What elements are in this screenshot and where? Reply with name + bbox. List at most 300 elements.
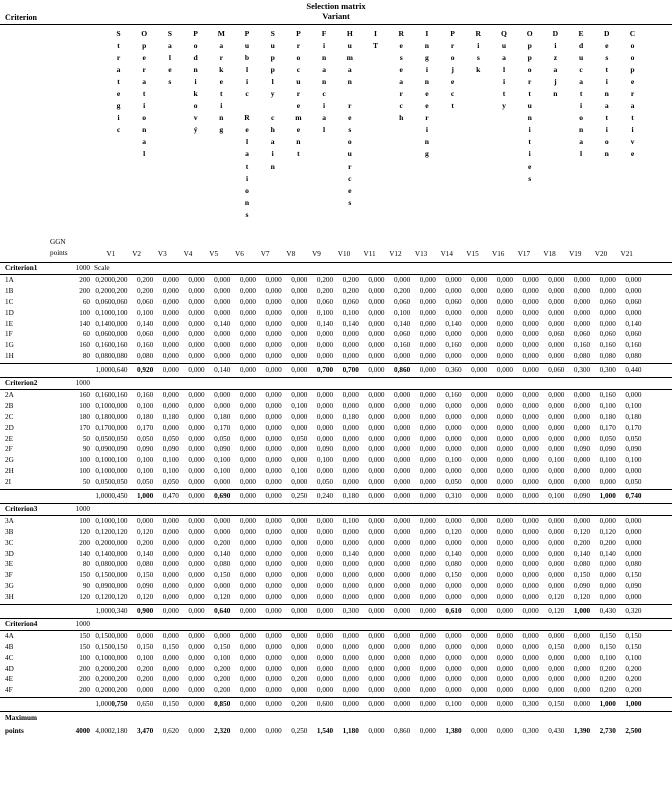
cell-value: 0,050 bbox=[291, 434, 308, 443]
total-value: 0,000 bbox=[394, 700, 411, 709]
row-code: 2E bbox=[5, 434, 13, 443]
cell-value: 0,000 bbox=[573, 478, 591, 487]
cell-value: 0,000 bbox=[342, 675, 359, 684]
row-points: 180 bbox=[79, 412, 90, 421]
cell-value: 0,000 bbox=[162, 593, 179, 602]
cell-value: 0,000 bbox=[445, 516, 462, 525]
cell-value: 0,080 bbox=[625, 352, 642, 361]
total-value: 0,000 bbox=[291, 607, 308, 615]
variant-code: V12 bbox=[389, 250, 402, 258]
row-scale: 0,200 bbox=[95, 686, 112, 695]
row-code: 4E bbox=[5, 675, 13, 684]
variant-name: I n g i n e e r i n g bbox=[424, 29, 429, 159]
cell-value: 0,000 bbox=[419, 642, 436, 651]
row-scale: 0,200 bbox=[95, 275, 112, 284]
variant-name: O p p o r t u n i t i e s bbox=[526, 29, 533, 183]
cell-value: 0,000 bbox=[291, 527, 308, 536]
cell-value: 0,050 bbox=[162, 434, 179, 443]
cell-value: 0,000 bbox=[394, 549, 411, 558]
cell-value: 0,000 bbox=[368, 308, 385, 317]
cell-value: 0,000 bbox=[368, 330, 385, 339]
total-value: 1,000 bbox=[599, 700, 616, 709]
row-points: 150 bbox=[79, 571, 90, 580]
cell-value: 0,000 bbox=[342, 434, 359, 443]
total-value: 0,140 bbox=[214, 366, 231, 375]
cell-value: 0,100 bbox=[214, 456, 231, 465]
cell-value: 0,000 bbox=[445, 582, 462, 591]
cell-value: 0,000 bbox=[471, 308, 488, 317]
cell-value: 0,000 bbox=[496, 423, 513, 432]
cell-value: 0,000 bbox=[496, 686, 513, 695]
total-value: 0,000 bbox=[368, 700, 385, 709]
cell-value: 0,000 bbox=[239, 275, 256, 284]
cell-value: 0,200 bbox=[625, 675, 642, 684]
maximum-scale: 4,000 bbox=[95, 727, 112, 736]
cell-value: 0,000 bbox=[188, 445, 205, 454]
cell-value: 0,000 bbox=[394, 352, 411, 361]
cell-value: 0,000 bbox=[188, 571, 205, 580]
cell-value: 0,000 bbox=[522, 571, 539, 580]
total-value: 0,000 bbox=[394, 607, 411, 615]
ggn-label: GGN bbox=[50, 238, 66, 246]
cell-value: 0,000 bbox=[368, 352, 385, 361]
cell-value: 0,000 bbox=[265, 527, 282, 536]
row-scale: 0,140 bbox=[95, 549, 112, 558]
total-value: 0,150 bbox=[548, 700, 565, 709]
cell-value: 0,000 bbox=[162, 308, 179, 317]
cell-value: 0,000 bbox=[445, 330, 462, 339]
cell-value: 0,000 bbox=[316, 675, 334, 684]
cell-value: 0,160 bbox=[111, 390, 128, 399]
variant-title: Variant bbox=[322, 11, 350, 21]
cell-value: 0,000 bbox=[265, 653, 282, 662]
cell-value: 0,000 bbox=[573, 423, 591, 432]
cell-value: 0,000 bbox=[573, 653, 591, 662]
total-value: 0,060 bbox=[548, 366, 565, 375]
cell-value: 0,000 bbox=[239, 297, 256, 306]
cell-value: 0,000 bbox=[265, 560, 282, 569]
cell-value: 0,000 bbox=[496, 653, 513, 662]
cell-value: 0,000 bbox=[368, 341, 385, 350]
cell-value: 0,000 bbox=[419, 401, 436, 410]
cell-value: 0,060 bbox=[548, 330, 565, 339]
cell-value: 0,000 bbox=[496, 571, 513, 580]
cell-value: 0,000 bbox=[188, 675, 205, 684]
cell-value: 0,000 bbox=[471, 456, 488, 465]
cell-value: 0,000 bbox=[239, 686, 256, 695]
variant-name: S a l e s bbox=[167, 29, 172, 87]
cell-value: 0,000 bbox=[111, 401, 128, 410]
cell-value: 0,000 bbox=[548, 686, 565, 695]
cell-value: 0,120 bbox=[111, 527, 128, 536]
cell-value: 0,000 bbox=[342, 467, 359, 476]
cell-value: 0,000 bbox=[162, 330, 179, 339]
variant-name: M a r k e t i n g bbox=[217, 29, 225, 135]
cell-value: 0,000 bbox=[342, 330, 359, 339]
total-value: 0,000 bbox=[239, 366, 256, 375]
cell-value: 0,000 bbox=[188, 686, 205, 695]
cell-value: 0,000 bbox=[419, 686, 436, 695]
cell-value: 0,150 bbox=[625, 642, 642, 651]
cell-value: 0,000 bbox=[548, 467, 565, 476]
cell-value: 0,170 bbox=[214, 423, 231, 432]
cell-value: 0,000 bbox=[522, 341, 539, 350]
cell-value: 0,000 bbox=[471, 686, 488, 695]
total-value: 0,000 bbox=[239, 607, 256, 615]
cell-value: 0,000 bbox=[239, 286, 256, 295]
table-rule bbox=[0, 503, 672, 504]
cell-value: 0,000 bbox=[599, 319, 616, 328]
row-scale: 0,100 bbox=[95, 401, 112, 410]
cell-value: 0,060 bbox=[111, 297, 128, 306]
row-code: 4B bbox=[5, 642, 14, 651]
cell-value: 0,000 bbox=[368, 456, 385, 465]
cell-value: 0,000 bbox=[342, 390, 359, 399]
cell-value: 0,000 bbox=[394, 582, 411, 591]
cell-value: 0,180 bbox=[599, 412, 616, 421]
cell-value: 0,000 bbox=[548, 582, 565, 591]
total-value: 0,000 bbox=[188, 492, 205, 500]
cell-value: 0,000 bbox=[445, 275, 462, 284]
cell-value: 0,000 bbox=[265, 593, 282, 602]
cell-value: 0,000 bbox=[342, 352, 359, 361]
row-points: 80 bbox=[82, 352, 90, 361]
cell-value: 0,000 bbox=[496, 593, 513, 602]
cell-value: 0,000 bbox=[368, 593, 385, 602]
cell-value: 0,200 bbox=[137, 675, 154, 684]
cell-value: 0,000 bbox=[573, 686, 591, 695]
cell-value: 0,000 bbox=[342, 538, 359, 547]
total-value: 0,450 bbox=[111, 492, 128, 500]
cell-value: 0,000 bbox=[394, 538, 411, 547]
cell-value: 0,100 bbox=[214, 653, 231, 662]
cell-value: 0,000 bbox=[265, 664, 282, 673]
cell-value: 0,000 bbox=[316, 330, 334, 339]
total-value: 1,000 bbox=[573, 607, 591, 615]
cell-value: 0,000 bbox=[599, 467, 616, 476]
criterion-points: 1000 bbox=[75, 504, 90, 513]
variant-code: V15 bbox=[466, 250, 479, 258]
row-scale: 0,060 bbox=[95, 330, 112, 339]
cell-value: 0,000 bbox=[548, 423, 565, 432]
cell-value: 0,200 bbox=[137, 286, 154, 295]
cell-value: 0,100 bbox=[137, 653, 154, 662]
cell-value: 0,160 bbox=[111, 341, 128, 350]
variant-name: D i z a j n bbox=[552, 29, 559, 99]
variant-name: H u m a n r e s o u r c e s bbox=[346, 29, 353, 207]
cell-value: 0,000 bbox=[419, 527, 436, 536]
cell-value: 0,000 bbox=[548, 352, 565, 361]
row-code: 1B bbox=[5, 286, 14, 295]
variant-code: V21 bbox=[620, 250, 633, 258]
cell-value: 0,000 bbox=[394, 478, 411, 487]
maximum-points-label: points bbox=[5, 727, 24, 736]
cell-value: 0,200 bbox=[111, 686, 128, 695]
total-value: 0,000 bbox=[394, 492, 411, 500]
row-code: 2H bbox=[5, 467, 14, 476]
row-points: 50 bbox=[82, 434, 90, 443]
cell-value: 0,000 bbox=[573, 275, 591, 284]
cell-value: 0,000 bbox=[239, 571, 256, 580]
cell-value: 0,000 bbox=[239, 352, 256, 361]
total-value: 0,850 bbox=[214, 700, 231, 709]
cell-value: 0,000 bbox=[419, 434, 436, 443]
cell-value: 0,000 bbox=[162, 686, 179, 695]
cell-value: 0,000 bbox=[471, 390, 488, 399]
cell-value: 0,000 bbox=[522, 319, 539, 328]
cell-value: 0,000 bbox=[316, 653, 334, 662]
cell-value: 0,100 bbox=[137, 456, 154, 465]
cell-value: 0,000 bbox=[419, 456, 436, 465]
cell-value: 0,100 bbox=[599, 401, 616, 410]
matrix-title: Selection matrix bbox=[306, 1, 366, 11]
cell-value: 0,060 bbox=[625, 330, 642, 339]
cell-value: 0,160 bbox=[599, 341, 616, 350]
cell-value: 0,000 bbox=[445, 434, 462, 443]
cell-value: 0,150 bbox=[625, 631, 642, 640]
cell-value: 0,160 bbox=[445, 341, 462, 350]
cell-value: 0,000 bbox=[342, 560, 359, 569]
cell-value: 0,000 bbox=[342, 686, 359, 695]
cell-value: 0,000 bbox=[625, 286, 642, 295]
cell-value: 0,000 bbox=[599, 308, 616, 317]
row-points: 140 bbox=[79, 549, 90, 558]
cell-value: 0,000 bbox=[265, 352, 282, 361]
cell-value: 0,000 bbox=[471, 423, 488, 432]
row-code: 3G bbox=[5, 582, 14, 591]
cell-value: 0,000 bbox=[445, 686, 462, 695]
cell-value: 0,000 bbox=[445, 467, 462, 476]
cell-value: 0,000 bbox=[419, 631, 436, 640]
table-rule bbox=[0, 618, 672, 619]
cell-value: 0,000 bbox=[522, 653, 539, 662]
cell-value: 0,000 bbox=[239, 330, 256, 339]
cell-value: 0,000 bbox=[419, 412, 436, 421]
cell-value: 0,000 bbox=[162, 527, 179, 536]
total-value: 0,200 bbox=[291, 700, 308, 709]
cell-value: 0,150 bbox=[548, 642, 565, 651]
cell-value: 0,140 bbox=[214, 319, 231, 328]
cell-value: 0,000 bbox=[188, 478, 205, 487]
row-points: 50 bbox=[82, 478, 90, 487]
cell-value: 0,000 bbox=[291, 390, 308, 399]
maximum-value: 0,000 bbox=[188, 727, 205, 736]
cell-value: 0,000 bbox=[625, 593, 642, 602]
cell-value: 0,000 bbox=[394, 653, 411, 662]
cell-value: 0,000 bbox=[548, 308, 565, 317]
cell-value: 0,000 bbox=[188, 341, 205, 350]
cell-value: 0,000 bbox=[471, 549, 488, 558]
cell-value: 0,200 bbox=[599, 538, 616, 547]
cell-value: 0,000 bbox=[265, 401, 282, 410]
cell-value: 0,000 bbox=[522, 527, 539, 536]
cell-value: 0,000 bbox=[162, 423, 179, 432]
cell-value: 0,000 bbox=[419, 560, 436, 569]
cell-value: 0,000 bbox=[445, 642, 462, 651]
cell-value: 0,000 bbox=[316, 352, 334, 361]
cell-value: 0,000 bbox=[419, 478, 436, 487]
cell-value: 0,000 bbox=[188, 423, 205, 432]
cell-value: 0,090 bbox=[137, 582, 154, 591]
row-code: 4D bbox=[5, 664, 14, 673]
cell-value: 0,000 bbox=[573, 467, 591, 476]
cell-value: 0,120 bbox=[573, 527, 591, 536]
cell-value: 0,000 bbox=[291, 664, 308, 673]
cell-value: 0,000 bbox=[188, 516, 205, 525]
total-value: 0,000 bbox=[496, 700, 513, 709]
cell-value: 0,000 bbox=[111, 560, 128, 569]
cell-value: 0,090 bbox=[625, 445, 642, 454]
cell-value: 0,120 bbox=[111, 593, 128, 602]
cell-value: 0,000 bbox=[342, 456, 359, 465]
cell-value: 0,000 bbox=[471, 675, 488, 684]
row-points: 100 bbox=[79, 308, 90, 317]
cell-value: 0,000 bbox=[188, 352, 205, 361]
cell-value: 0,000 bbox=[445, 308, 462, 317]
cell-value: 0,000 bbox=[239, 401, 256, 410]
cell-value: 0,000 bbox=[265, 549, 282, 558]
cell-value: 0,160 bbox=[625, 341, 642, 350]
cell-value: 0,060 bbox=[137, 297, 154, 306]
cell-value: 0,000 bbox=[471, 319, 488, 328]
cell-value: 0,000 bbox=[214, 527, 231, 536]
cell-value: 0,000 bbox=[471, 352, 488, 361]
row-code: 3D bbox=[5, 549, 14, 558]
cell-value: 0,000 bbox=[162, 538, 179, 547]
cell-value: 0,000 bbox=[111, 571, 128, 580]
cell-value: 0,000 bbox=[625, 275, 642, 284]
criterion-points: 1000 bbox=[75, 619, 90, 628]
cell-value: 0,000 bbox=[368, 653, 385, 662]
cell-value: 0,000 bbox=[496, 275, 513, 284]
cell-value: 0,000 bbox=[188, 467, 205, 476]
row-points: 100 bbox=[79, 467, 90, 476]
row-points: 80 bbox=[82, 560, 90, 569]
maximum-value: 0,000 bbox=[496, 727, 513, 736]
cell-value: 0,090 bbox=[599, 445, 616, 454]
cell-value: 0,000 bbox=[496, 664, 513, 673]
row-scale: 0,140 bbox=[95, 319, 112, 328]
cell-value: 0,050 bbox=[445, 478, 462, 487]
cell-value: 0,050 bbox=[111, 434, 128, 443]
cell-value: 0,000 bbox=[573, 675, 591, 684]
cell-value: 0,200 bbox=[625, 664, 642, 673]
row-points: 120 bbox=[79, 527, 90, 536]
variant-code: V2 bbox=[132, 250, 141, 258]
cell-value: 0,000 bbox=[137, 516, 154, 525]
cell-value: 0,000 bbox=[239, 527, 256, 536]
cell-value: 0,000 bbox=[573, 319, 591, 328]
cell-value: 0,000 bbox=[471, 593, 488, 602]
maximum-value: 2,500 bbox=[625, 727, 642, 736]
total-value: 0,000 bbox=[239, 700, 256, 709]
cell-value: 0,000 bbox=[239, 538, 256, 547]
cell-value: 0,000 bbox=[342, 653, 359, 662]
row-code: 4F bbox=[5, 686, 13, 695]
cell-value: 0,080 bbox=[445, 560, 462, 569]
row-code: 2F bbox=[5, 445, 13, 454]
cell-value: 0,000 bbox=[368, 297, 385, 306]
cell-value: 0,000 bbox=[188, 527, 205, 536]
row-scale: 0,200 bbox=[95, 675, 112, 684]
cell-value: 0,000 bbox=[162, 275, 179, 284]
cell-value: 0,000 bbox=[394, 445, 411, 454]
cell-value: 0,000 bbox=[368, 675, 385, 684]
row-scale: 0,170 bbox=[95, 423, 112, 432]
cell-value: 0,150 bbox=[137, 642, 154, 651]
total-value: 0,900 bbox=[137, 607, 154, 615]
cell-value: 0,000 bbox=[111, 582, 128, 591]
total-value: 0,000 bbox=[496, 607, 513, 615]
cell-value: 0,000 bbox=[522, 456, 539, 465]
cell-value: 0,000 bbox=[394, 664, 411, 673]
cell-value: 0,100 bbox=[291, 401, 308, 410]
variant-name: P r o c u r e m e n t bbox=[295, 29, 302, 159]
cell-value: 0,000 bbox=[162, 653, 179, 662]
cell-value: 0,200 bbox=[214, 664, 231, 673]
row-code: 4A bbox=[5, 631, 14, 640]
cell-value: 0,000 bbox=[188, 631, 205, 640]
cell-value: 0,100 bbox=[111, 456, 128, 465]
cell-value: 0,000 bbox=[522, 549, 539, 558]
cell-value: 0,000 bbox=[573, 631, 591, 640]
cell-value: 0,000 bbox=[548, 653, 565, 662]
cell-value: 0,000 bbox=[471, 538, 488, 547]
criterion-points: 1000 bbox=[75, 379, 90, 387]
cell-value: 0,000 bbox=[342, 582, 359, 591]
total-value: 0,700 bbox=[316, 366, 334, 375]
cell-value: 0,000 bbox=[239, 390, 256, 399]
variant-code: V18 bbox=[543, 250, 556, 258]
cell-value: 0,000 bbox=[162, 664, 179, 673]
cell-value: 0,000 bbox=[522, 478, 539, 487]
cell-value: 0,000 bbox=[368, 516, 385, 525]
cell-value: 0,000 bbox=[162, 571, 179, 580]
cell-value: 0,000 bbox=[522, 275, 539, 284]
cell-value: 0,060 bbox=[316, 297, 334, 306]
criterion-title: Criterion2 bbox=[5, 379, 38, 387]
cell-value: 0,000 bbox=[419, 467, 436, 476]
maximum-value: 0,000 bbox=[265, 727, 282, 736]
cell-value: 0,000 bbox=[239, 423, 256, 432]
cell-value: 0,120 bbox=[214, 593, 231, 602]
total-value: 0,740 bbox=[625, 492, 642, 500]
total-value: 1,000 bbox=[137, 492, 154, 500]
cell-value: 0,200 bbox=[137, 275, 154, 284]
cell-value: 0,000 bbox=[496, 445, 513, 454]
cell-value: 0,000 bbox=[496, 527, 513, 536]
cell-value: 0,000 bbox=[316, 560, 334, 569]
cell-value: 0,000 bbox=[573, 434, 591, 443]
cell-value: 0,000 bbox=[239, 653, 256, 662]
cell-value: 0,000 bbox=[214, 352, 231, 361]
cell-value: 0,000 bbox=[239, 456, 256, 465]
cell-value: 0,000 bbox=[316, 593, 334, 602]
cell-value: 0,160 bbox=[137, 341, 154, 350]
cell-value: 0,000 bbox=[291, 642, 308, 651]
cell-value: 0,140 bbox=[137, 319, 154, 328]
cell-value: 0,000 bbox=[291, 538, 308, 547]
total-value: 0,100 bbox=[445, 700, 462, 709]
cell-value: 0,000 bbox=[368, 527, 385, 536]
criterion-header: Criterion bbox=[5, 13, 37, 22]
cell-value: 0,140 bbox=[625, 319, 642, 328]
cell-value: 0,000 bbox=[548, 516, 565, 525]
cell-value: 0,000 bbox=[316, 571, 334, 580]
cell-value: 0,000 bbox=[265, 390, 282, 399]
cell-value: 0,000 bbox=[548, 664, 565, 673]
variant-name: F i n a n c i a l bbox=[321, 29, 327, 135]
